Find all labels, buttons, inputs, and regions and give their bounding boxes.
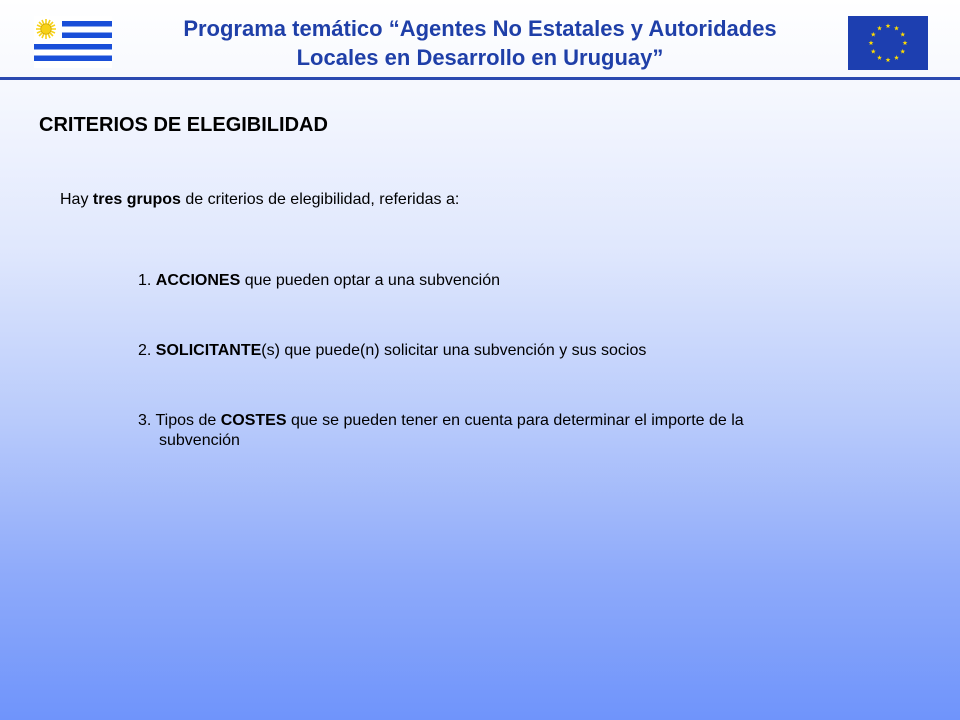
criteria-text: (s) que puede(n) solicitar una subvención y sus socios	[261, 342, 647, 359]
header-title-line2: Locales en Desarrollo en Uruguay”	[296, 45, 664, 70]
criteria-emphasis: SOLICITANTE	[155, 342, 262, 359]
eu-flag-graphic	[848, 16, 928, 70]
criteria-number: 2.	[138, 342, 156, 359]
criteria-item-acciones	[138, 271, 758, 291]
intro-suffix: de criterios de elegibilidad, referidas a:	[180, 191, 460, 208]
criteria-prefix: Tipos de	[155, 412, 221, 429]
eu-flag-icon	[848, 16, 928, 70]
criteria-item-costes	[138, 411, 758, 451]
uruguay-flag-icon	[34, 16, 112, 68]
criteria-emphasis: ACCIONES	[155, 272, 241, 289]
section-title: CRITERIOS DE ELEGIBILIDAD	[39, 114, 328, 136]
header-divider	[0, 77, 960, 80]
criteria-text: que se pueden tener en cuenta para determinar el importe de la subvención	[159, 412, 744, 449]
criteria-number: 3.	[138, 412, 156, 429]
uruguay-flag-graphic	[34, 16, 112, 68]
intro-emphasis: tres grupos	[92, 191, 181, 208]
criteria-number: 1.	[138, 272, 156, 289]
criteria-list	[138, 271, 758, 501]
sun-of-may-icon	[36, 19, 56, 39]
criteria-emphasis: COSTES	[220, 412, 287, 429]
criteria-item-solicitante	[138, 341, 758, 361]
header-title	[140, 14, 820, 72]
header-title-line1: Programa temático “Agentes No Estatales y Autoridades	[183, 16, 777, 41]
criteria-text: que pueden optar a una subvención	[240, 272, 501, 289]
intro-text	[60, 191, 459, 209]
intro-prefix: Hay	[60, 191, 93, 208]
